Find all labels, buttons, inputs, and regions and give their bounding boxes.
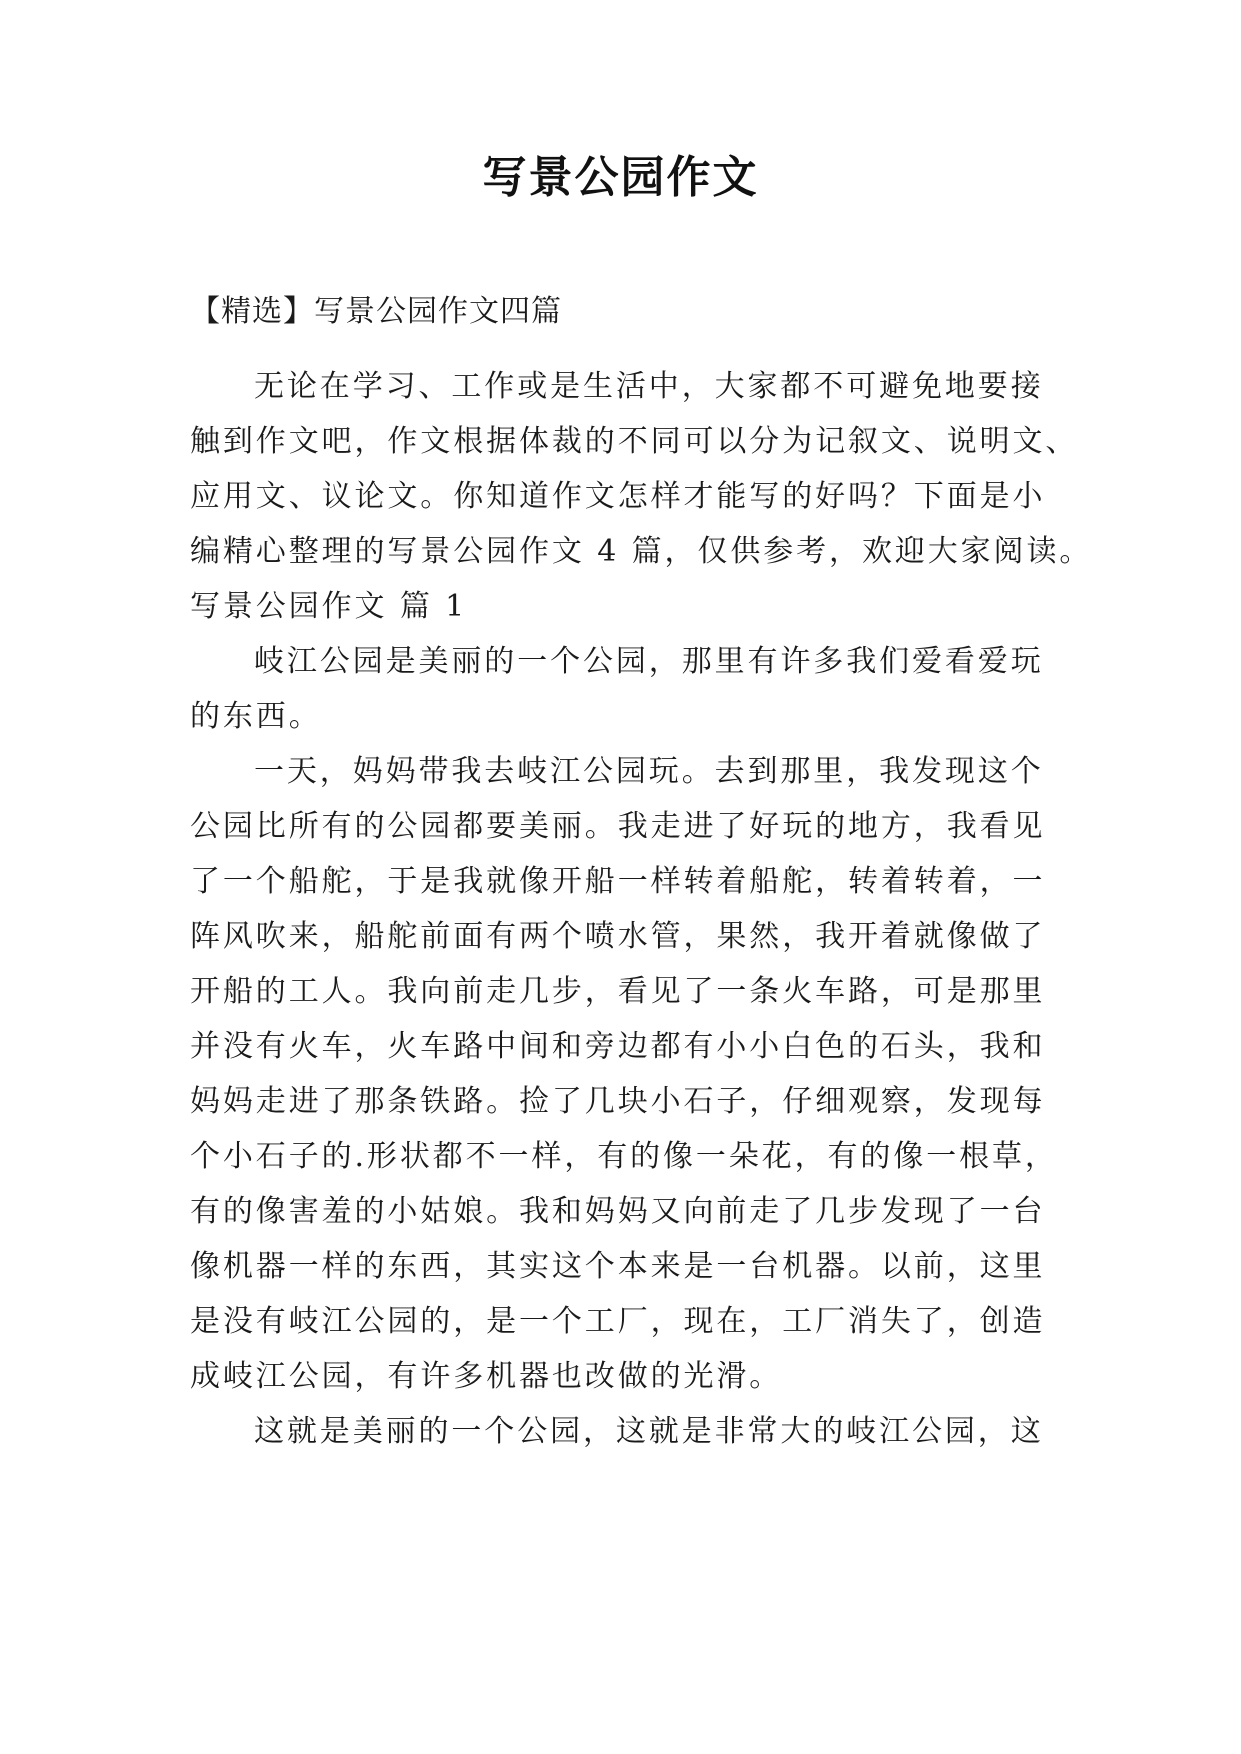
paragraph-line: 有的像害羞的小姑娘。我和妈妈又向前走了几步发现了一台 [190, 1194, 1046, 1229]
paragraph-line: 开船的工人。我向前走几步，看见了一条火车路，可是那里 [190, 974, 1046, 1009]
paragraph-line: 像机器一样的东西，其实这个本来是一台机器。以前，这里 [190, 1249, 1046, 1284]
paragraph-line: 应用文、议论文。你知道作文怎样才能写的好吗？下面是小 [190, 479, 1046, 514]
document-title: 写景公园作文 [482, 152, 759, 203]
paragraph-line: 一天，妈妈带我去岐江公园玩。去到那里，我发现这个 [254, 754, 1044, 789]
document-subtitle: 【精选】写景公园作文四篇 [190, 294, 562, 329]
paragraph-line: 阵风吹来，船舵前面有两个喷水管，果然，我开着就像做了 [190, 919, 1046, 954]
paragraph-line: 了一个船舵，于是我就像开船一样转着船舵，转着转着，一 [190, 864, 1046, 899]
paragraph-line: 无论在学习、工作或是生活中，大家都不可避免地要接 [254, 369, 1044, 404]
paragraph-line: 成岐江公园，有许多机器也改做的光滑。 [190, 1359, 783, 1394]
paragraph-line: 个小石子的.形状都不一样，有的像一朵花，有的像一根草， [190, 1139, 1058, 1174]
section-heading: 写景公园作文 篇 1 [190, 589, 468, 624]
paragraph-line: 这就是美丽的一个公园，这就是非常大的岐江公园，这 [254, 1414, 1044, 1449]
paragraph-line: 妈妈走进了那条铁路。捡了几块小石子，仔细观察，发现每 [190, 1084, 1046, 1119]
paragraph-line: 触到作文吧，作文根据体裁的不同可以分为记叙文、说明文、 [190, 424, 1079, 459]
paragraph-line: 并没有火车，火车路中间和旁边都有小小白色的石头，我和 [190, 1029, 1046, 1064]
paragraph-line: 公园比所有的公园都要美丽。我走进了好玩的地方，我看见 [190, 809, 1046, 844]
paragraph-line: 的东西。 [190, 699, 322, 734]
paragraph-line: 是没有岐江公园的，是一个工厂，现在，工厂消失了，创造 [190, 1304, 1046, 1339]
paragraph-line: 编精心整理的写景公园作文 4 篇，仅供参考，欢迎大家阅读。 [190, 534, 1093, 569]
paragraph-line: 岐江公园是美丽的一个公园，那里有许多我们爱看爱玩 [254, 644, 1044, 679]
